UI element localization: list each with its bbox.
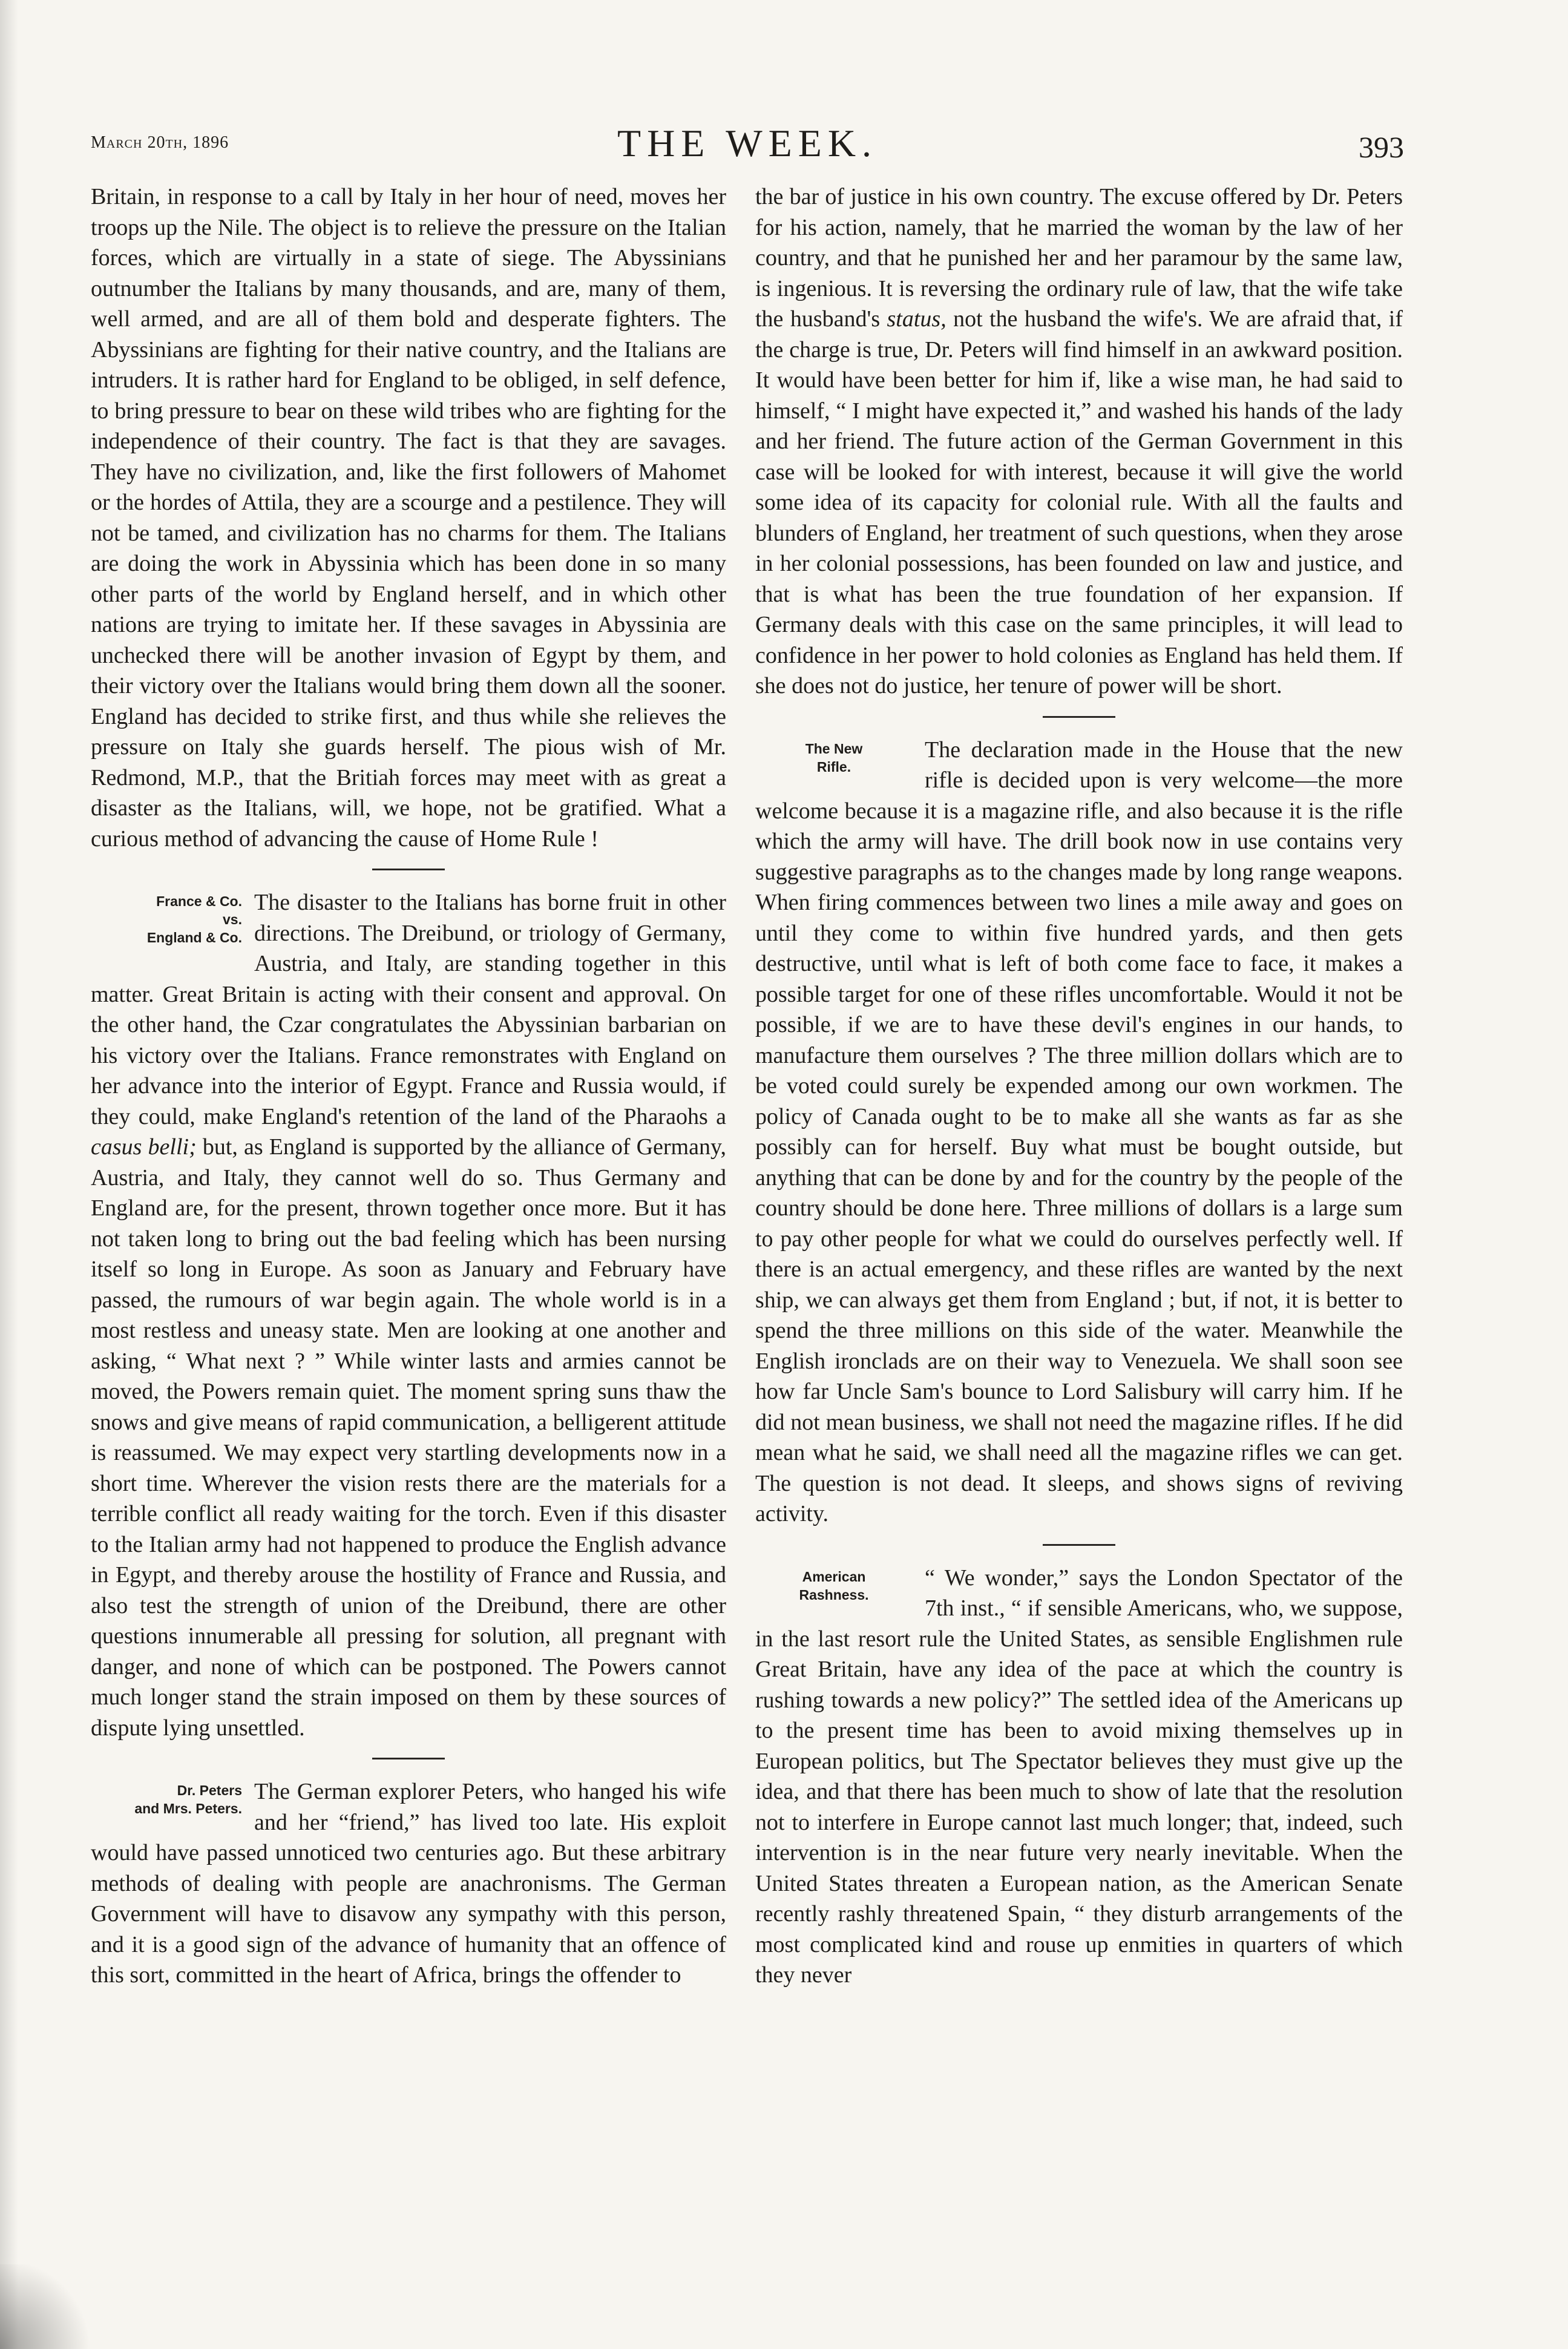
side-heading-peters [91,1781,242,1818]
side-heading-american [755,1568,913,1604]
continued-paragraph: Britain, in response to a call by Italy in her hour of need, moves her troops up the Nile. The object is to relieve the pressure on the Italian forces, which are virtually in a state of siege. The Abyssinians outnumber the Italians by many thousands, and are, many of them, well armed, and are all of them bold and desperate fighters. The Abyssinians are fighting for their native country, and the Italians are intruders. It is rather hard for England to be obliged, in self defence, to bring pressure to bear on these wild tribes who are fighting for the independence of their country. The fact is that they are savages. They have no civilization, and, like the first followers of Mahomet or the hordes of Attila, they are a scourge and a pestilence. They will not be tamed, and civilization has no charms for them. The Italians are doing the work in Abyssinia which has been done in so many other parts of the world by England herself, and in which other nations are trying to imitate her. If these savages in Abyssinia are unchecked there will be another invasion of Egypt by them, and their victory over the Italians would bring them down all the sooner. England has decided to strike first, and thus while she relieves the pressure on Italy she guards herself. The pious wish of Mr. Redmond, M.P., that the Britiah forces may meet with as great a disaster as the Italians, will, we hope, not be gratified. What a curious method of advancing the cause of Home Rule ! [91,184,726,852]
side-heading-line: Dr. Peters [177,1782,242,1798]
side-heading-line: Rifle. [816,758,851,775]
side-heading-france [91,892,242,947]
section-divider [1043,1544,1115,1546]
section-text: “ We wonder,” says the London Spectator of the 7th inst., “ if sensible Americans, who, we suppose, in the last resort rule the United States, as sensible Englishmen rule Great Britain, have any idea of the pace at which the country is rushing towards a new policy?” The settled idea of the Americans up to the present time has been to avoid mixing themselves up in European politics, but The Spectator believes they must give up the idea, and that there has been much to show of late that the resolution not to interfere in Europe cannot last much longer; that, indeed, such intervention is in the near future very nearly inevitable. When the United States threaten a European nation, as the American Senate recently rashly threatened Spain, “ they disturb arrangements of the most complicated kind and rouse up enmities in quarters of which they never [755,1565,1403,1988]
section-divider [372,869,445,870]
section-france-vs-england [91,887,726,1743]
section-divider [372,1758,445,1759]
text-run: The disaster to the Italians has borne fruit in other directions. The Dreibund, or triology of Germany, Austria, and Italy, are standing together in this matter. Great Britain is acting with their consent and approval. On the other hand, the Czar congratulates the Abyssinian barbarian on his victory over the Italians. France remonstrates with England on her advance into the interior of Egypt. France and Russia would, if they could, make England's retention of the land of the Pharaohs a [91,890,726,1129]
section-divider [1043,716,1115,718]
section-text: The declaration made in the House that the new rifle is decided upon is very welcome—the more welcome because it is a magazine rifle, and also because it is the rifle which the army will have. The drill book now in use contains very suggestive paragraphs as to the changes made by long range weapons. When firing commences between two lines a mile away and goes on until they come to within five hundred yards, and then gets destructive, until what is left of both come face to face, it makes a possible target for one of these rifles uncomfortable. Would it not be possible, if we are to have these devil's engines in our hands, to manufacture them ourselves ? The three million dollars which are to be voted could surely be expended among our own workmen. The policy of Canada ought to be to make all she wants as far as she possibly can for herself. Buy what must be bought outside, but anything that can be done by and for the country by the people of the country should be done here. Three millions of dollars is a large sum to pay other people for what we could do ourselves perfectly well. If there is an actual emergency, and these rifles are wanted by the next ship, we can always get them from England ; but, if not, it is better to spend the three millions on this side of the water. Meanwhile the English ironclads are on their way to Venezuela. We shall soon see how far Uncle Sam's bounce to Lord Salisbury will carry him. If he did not mean business, we shall not need the magazine rifles. If he did mean what he said, we shall need all the magazine rifles we can get. The question is not dead. It sleeps, and shows signs of reviving activity. [755,737,1403,1526]
side-heading-line: American [802,1568,866,1585]
left-column [91,182,726,1991]
italic-phrase: casus belli; [91,1134,197,1160]
section-dr-peters [91,1776,726,1991]
side-heading-line: Rashness. [799,1586,869,1603]
page-number: 393 [1359,130,1404,164]
text-run: the bar of justice in his own country. The excuse offered by Dr. Peters for his action, namely, that he married the woman by the law of her country, and that he punished her and her paramour by the same law, is ingenious. It is reversing the ordinary rule of law, that the wife take the husband's [755,184,1403,332]
italic-phrase: status, [887,306,946,332]
page-header [91,121,1404,182]
right-column [755,182,1403,1991]
section-american-rashness [755,1563,1403,1991]
side-heading-line: vs. [223,912,242,927]
section-new-rifle [755,735,1403,1529]
continued-paragraph [755,182,1403,701]
side-heading-line: and Mrs. Peters. [134,1801,242,1816]
section-text: The German explorer Peters, who hanged his wife and her “friend,” has lived too late. His exploit would have passed unnoticed two centuries ago. But these arbitrary methods of dealing with people are anachronisms. The German Government will have to disavow any sympathy with this person, and it is a good sign of the advance of humanity that an offence of this sort, committed in the heart of Africa, brings the offender to [91,1779,726,1988]
side-heading-line: France & Co. [156,893,242,909]
issue-date: March 20th, 1896 [91,133,229,152]
corner-stain [0,2264,97,2349]
publication-title: THE WEEK. [617,122,878,165]
side-heading-line: England & Co. [146,930,242,945]
text-run: not the husband the wife's. We are afraid that, if the charge is true, Dr. Peters will find himself in an awkward position. It would have been better for him if, like a wise man, he had said to himself, “ I might have expected it,” and washed his hands of the lady and her friend. The future action of the German Government in this case will be looked for with interest, because it will give the world some idea of its capacity for colonial rule. With all the faults and blunders of England, her treatment of such questions, when they arose in her colonial possessions, has been founded on law and justice, and that is what has been the true foundation of her expansion. If Germany deals with this case on the same principles, it will lead to confidence in her power to hold colonies as England has held them. If she does not do justice, her tenure of power will be short. [755,306,1403,698]
side-heading-rifle [755,740,913,776]
page-edge-shadow [0,0,18,2349]
side-heading-line: The New [805,740,863,757]
section-text [91,887,726,1743]
text-run: but, as England is supported by the alliance of Germany, Austria, and Italy, they cannot well do so. Thus Germany and England are, for the present, thrown together once more. But it has not taken long to bring out the bad feeling which has been nursing itself so long in Europe. As soon as January and February have passed, the rumours of war begin again. The whole world is in a most restless and uneasy state. Men are looking at one another and asking, “ What next ? ” While winter lasts and armies cannot be moved, the Powers remain quiet. The moment spring suns thaw the snows and give means of rapid communication, a belligerent attitude is reassumed. We may expect very startling developments now in a short time. Wherever the vision rests there are the materials for a terrible conflict all ready waiting for the torch. Even if this disaster to the Italian army had not happened to produce the English advance in Egypt, and thereby arouse the hostility of France and Russia, and also test the strength of union of the Dreibund, there are other questions innumerable all pressing for solution, all pregnant with danger, and none of which can be postponed. The Powers cannot much longer stand the strain imposed on them by these sources of dispute lying unsettled. [91,1134,726,1741]
